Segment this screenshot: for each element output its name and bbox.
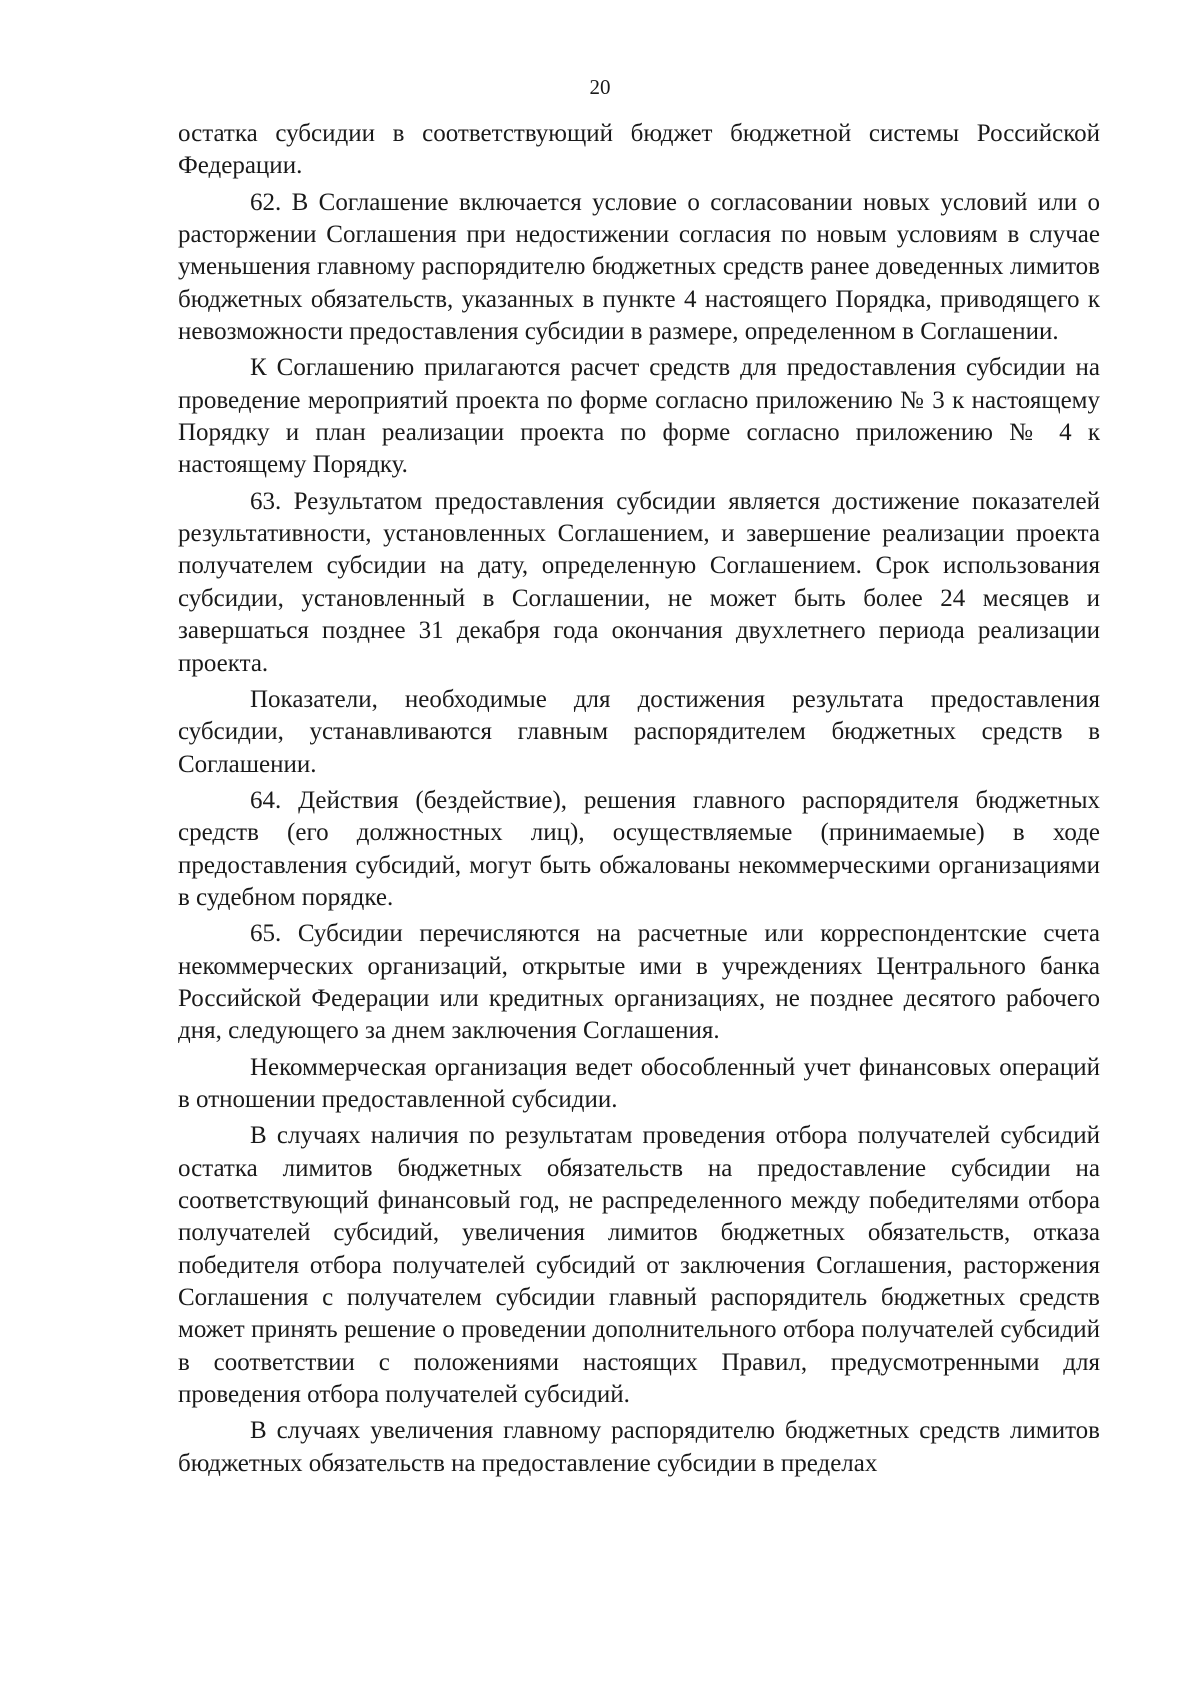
paragraph-64: 64. Действия (бездействие), решения главного распорядителя бюджетных средств (его должностных лиц), осуществляемые (принимаемые) в ходе предоставления субсидий, могут быть обжалованы некоммерческими организациями в судебном порядке. [178, 786, 1100, 911]
page-number: 20 [589, 75, 611, 99]
paragraph-continuation: остатка субсидии в соответствующий бюджет бюджетной системы Российской Федерации. [178, 120, 1100, 180]
paragraph-65-additional-selection: В случаях наличия по результатам проведения отбора получателей субсидий остатка лимитов бюджетных обязательств на предоставление субсидии на соответствующий финансовый год, не распределенного между победителями отбора получателей субсидий, увеличения лимитов бюджетных обязательств, отказа победителя отбора получателей субсидий от заключения Соглашения, расторжения Соглашения с получателем субсидии главный распорядитель бюджетных средств может принять решение о проведении дополнительного отбора получателей субсидий в соответствии с положениями настоящих Правил, предусмотренными для проведения отбора получателей субсидий. [178, 1122, 1100, 1409]
paragraph-62: 62. В Соглашение включается условие о согласовании новых условий или о расторжении Соглашения при недостижении согласия по новым условиям в случае уменьшения главному распорядителю бюджетных средств ранее доведенных лимитов бюджетных обязательств, указанных в пункте 4 настоящего Порядка, приводящего к невозможности предоставления субсидии в размере, определенном в Соглашении. [178, 188, 1100, 346]
paragraph-62-attachments: К Соглашению прилагаются расчет средств для предоставления субсидии на проведение мероприятий проекта по форме согласно приложению № 3 к настоящему Порядку и план реализации проекта по форме согласно приложению № 4 к настоящему Порядку. [178, 354, 1100, 479]
paragraph-65: 65. Субсидии перечисляются на расчетные или корреспондентские счета некоммерческих организаций, открытые ими в учреждениях Центрального банка Российской Федерации или кредитных организациях, не позднее десятого рабочего дня, следующего за днем заключения Соглашения. [178, 920, 1100, 1045]
paragraph-63: 63. Результатом предоставления субсидии является достижение показателей результативности, установленных Соглашением, и завершение реализации проекта получателем субсидии на дату, определенную Соглашением. Срок использования субсидии, установленный в Соглашении, не может быть более 24 месяцев и завершаться позднее 31 декабря года окончания двухлетнего периода реализации проекта. [178, 487, 1100, 677]
paragraph-63-indicators: Показатели, необходимые для достижения результата предоставления субсидии, устанавливаются главным распорядителем бюджетных средств в Соглашении. [178, 685, 1100, 778]
paragraph-65-accounting: Некоммерческая организация ведет обособленный учет финансовых операций в отношении предоставленной субсидии. [178, 1053, 1100, 1113]
document-body [178, 118, 1100, 1480]
paragraph-65-limits-increase: В случаях увеличения главному распорядителю бюджетных средств лимитов бюджетных обязательств на предоставление субсидии в пределах [178, 1417, 1100, 1477]
